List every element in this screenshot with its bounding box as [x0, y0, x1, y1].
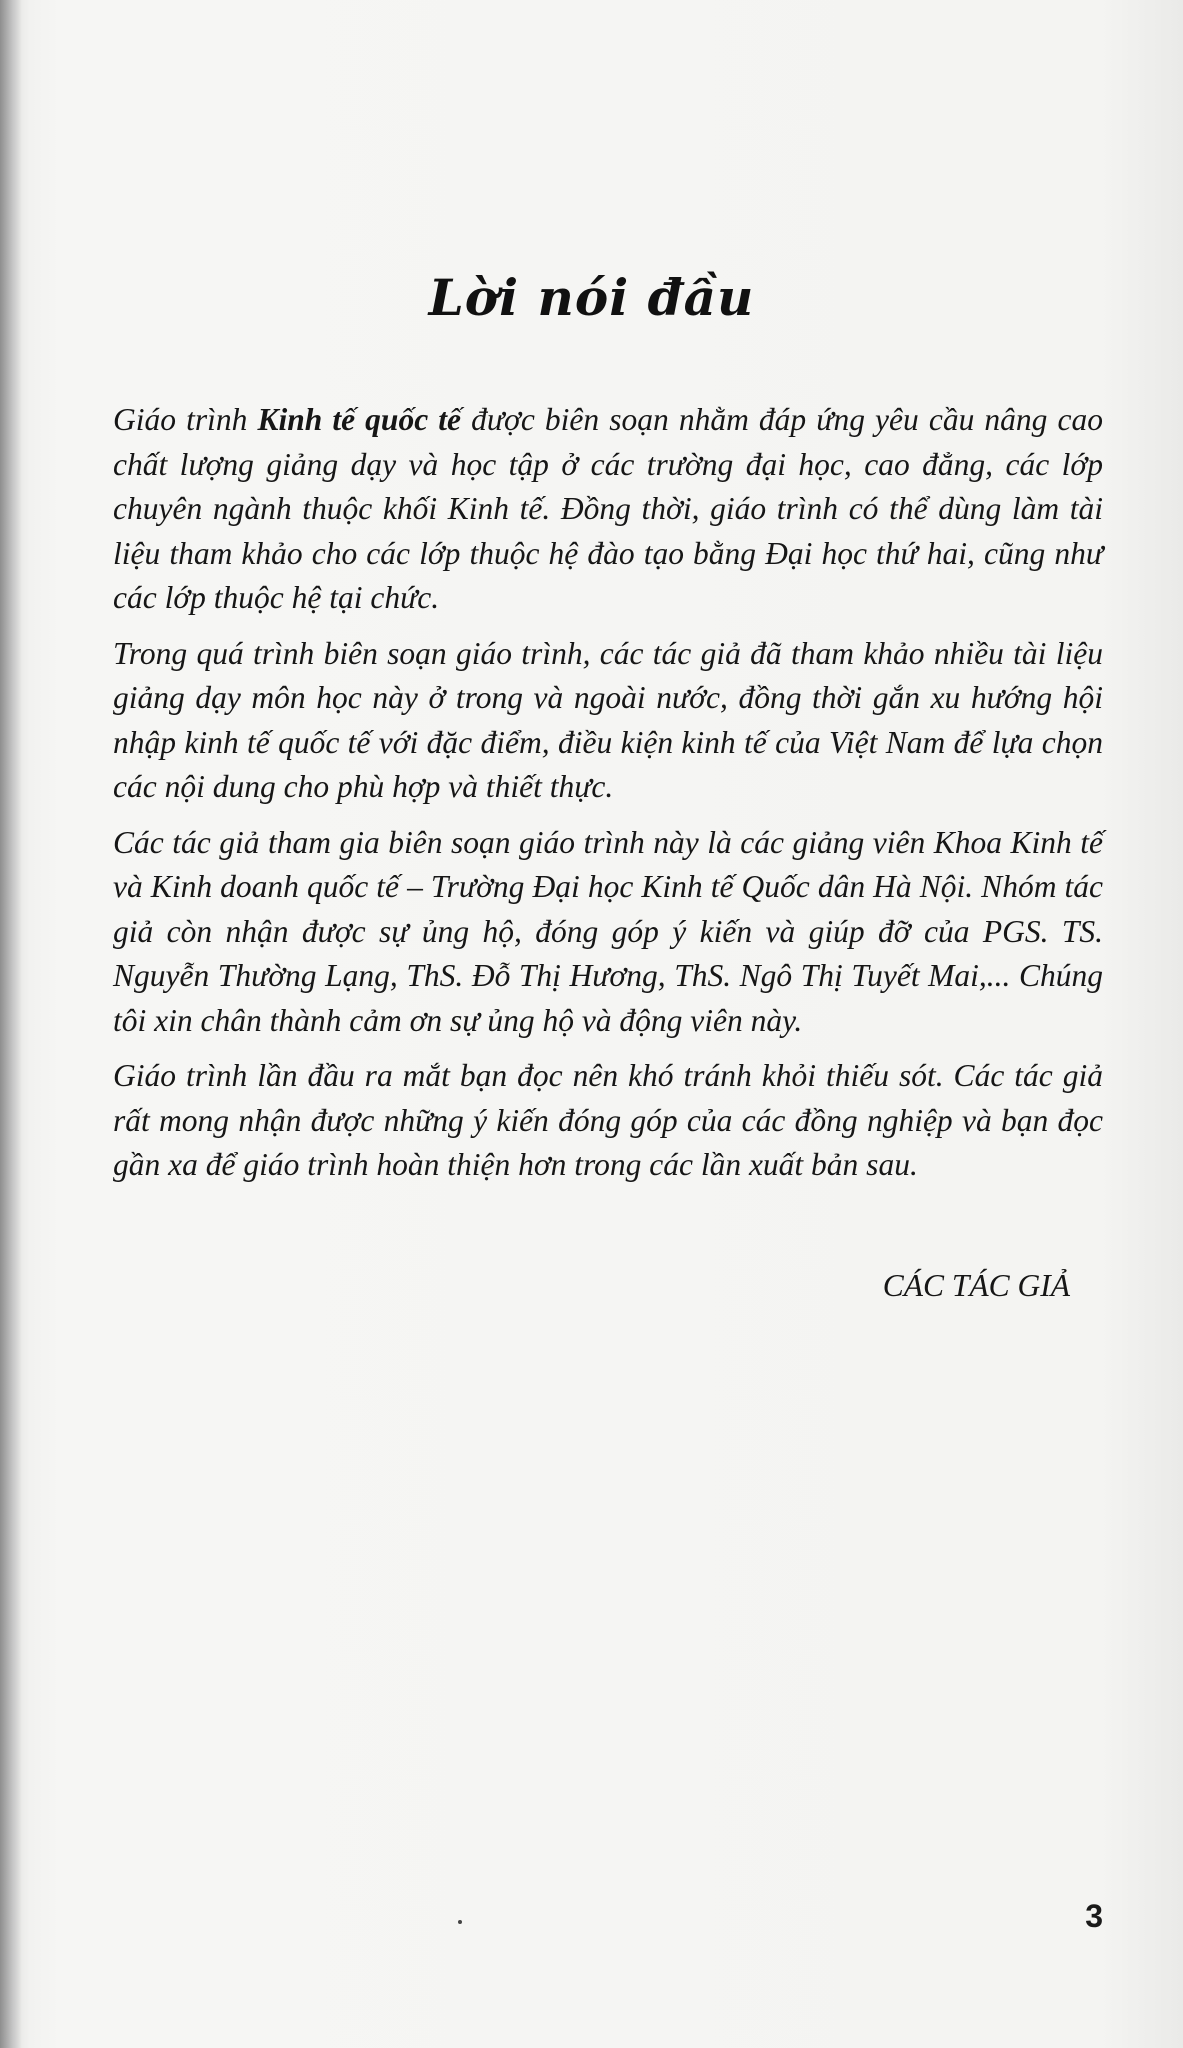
paragraph-2: Trong quá trình biên soạn giáo trình, các tác giả đã tham khảo nhiều tài liệu giảng dạy môn học này ở trong và ngoài nước, đồng thời gắn xu hướng hội nhập kinh tế quốc tế với đặc điểm, điều kiện kinh tế của Việt Nam để lựa chọn các nội dung cho phù hợp và thiết thực. — [113, 635, 1103, 804]
book-title-emphasis: Kinh tế quốc tế — [257, 402, 461, 437]
paragraph-4: Giáo trình lần đầu ra mắt bạn đọc nên khó tránh khỏi thiếu sót. Các tác giả rất mong nhận được những ý kiến đóng góp của các đồng nghiệp và bạn đọc gần xa để giáo trình hoàn thiện hơn trong các lần xuất bản sau. — [113, 1058, 1103, 1182]
preface-body — [113, 398, 1103, 1199]
page-title: Lời nói đầu — [428, 268, 755, 327]
print-speck — [458, 1920, 462, 1924]
signature: CÁC TÁC GIẢ — [882, 1268, 1070, 1303]
paragraph-1-rest: được biên soạn nhằm đáp ứng yêu cầu nâng cao chất lượng giảng dạy và học tập ở các trường đại học, cao đẳng, các lớp chuyên ngành thuộc khối Kinh tế. Đồng thời, giáo trình có thể dùng làm tài liệu tham khảo cho các lớp thuộc hệ đào tạo bằng Đại học thứ hai, cũng như các lớp thuộc hệ tại chức. — [113, 402, 1103, 615]
paragraph-1 — [113, 398, 1103, 621]
paragraph-3: Các tác giả tham gia biên soạn giáo trình này là các giảng viên Khoa Kinh tế và Kinh doanh quốc tế – Trường Đại học Kinh tế Quốc dân Hà Nội. Nhóm tác giả còn nhận được sự ủng hộ, đóng góp ý kiến và giúp đỡ của PGS. TS. Nguyễn Thường Lạng, ThS. Đỗ Thị Hương, ThS. Ngô Thị Tuyết Mai,... Chúng tôi xin chân thành cảm ơn sự ủng hộ và động viên này. — [113, 824, 1103, 1038]
page-number: 3 — [1085, 1898, 1103, 1934]
paragraph-1-lead: Giáo trình — [113, 402, 258, 437]
